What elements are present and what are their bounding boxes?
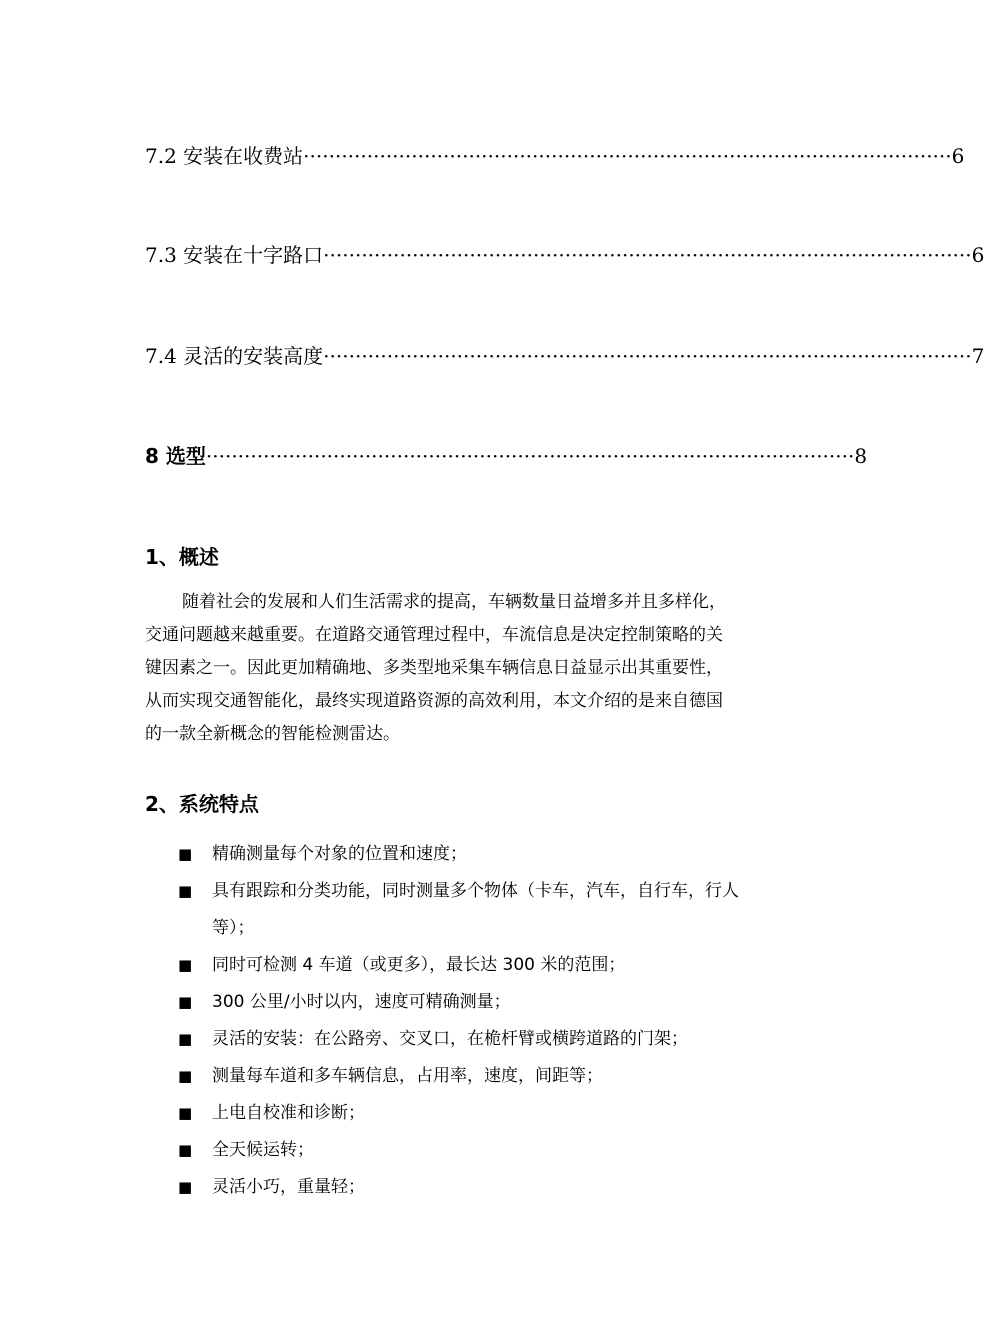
- toc-entry-label: 7.4 灵活的安装高度: [145, 344, 324, 368]
- list-item-text: 具有跟踪和分类功能，同时测量多个物体（卡车，汽车，自行车，行人: [212, 881, 739, 901]
- section-heading-overview: 1、概述: [145, 545, 219, 569]
- paragraph-line: 的一款全新概念的智能检测雷达。: [145, 724, 400, 744]
- list-item-text: 300 公里/小时以内，速度可精确测量；: [212, 992, 511, 1012]
- list-item-text: 灵活的安装：在公路旁、交叉口，在桅杆臂或横跨道路的门架；: [212, 1029, 688, 1049]
- paragraph-line: 交通问题越来越重要。在道路交通管理过程中，车流信息是决定控制策略的关: [145, 625, 723, 645]
- list-item-text: 精确测量每个对象的位置和速度；: [212, 844, 467, 864]
- list-item: [178, 984, 808, 1021]
- list-item: [178, 873, 808, 947]
- section-heading-features: 2、系统特点: [145, 792, 259, 816]
- list-item-text: 等）；: [212, 918, 255, 938]
- toc-leader-dots: ······································································································: [323, 344, 972, 368]
- bullet-square-icon: ■: [178, 993, 193, 1011]
- paragraph-line: 从而实现交通智能化，最终实现道路资源的高效利用，本文介绍的是来自德国: [145, 691, 723, 711]
- list-item: [178, 1095, 808, 1132]
- toc-leader-dots: ······································································································: [323, 243, 972, 267]
- list-item: [178, 1058, 808, 1095]
- toc-page-number: 7: [971, 344, 984, 368]
- list-item-text: 同时可检测 4 车道（或更多），最长达 300 米的范围；: [212, 955, 626, 975]
- bullet-square-icon: ■: [178, 1030, 193, 1048]
- list-item-text: 测量每车道和多车辆信息，占用率，速度，间距等；: [212, 1066, 603, 1086]
- toc-entry[interactable]: [145, 440, 868, 468]
- paragraph-line: 键因素之一。因此更加精确地、多类型地采集车辆信息日益显示出其重要性，: [145, 658, 723, 678]
- toc-page-number: 6: [951, 144, 965, 168]
- features-list: [178, 836, 808, 1206]
- toc-entry-label: 7.3 安装在十字路口: [145, 243, 324, 267]
- toc-entry-label: 8 选型: [145, 444, 206, 468]
- bullet-square-icon: ■: [178, 956, 193, 974]
- list-item-text: 上电自校准和诊断；: [212, 1103, 365, 1123]
- bullet-square-icon: ■: [178, 845, 193, 863]
- bullet-square-icon: ■: [178, 1067, 193, 1085]
- list-item: [178, 836, 808, 873]
- toc-leader-dots: ······································································································: [303, 144, 952, 168]
- bullet-square-icon: ■: [178, 1178, 193, 1196]
- list-item: [178, 947, 808, 984]
- toc-page-number: 6: [971, 243, 984, 267]
- toc-entry[interactable]: [145, 140, 965, 168]
- bullet-square-icon: ■: [178, 1104, 193, 1122]
- toc-leader-dots: ······································································································: [205, 444, 855, 468]
- toc-entry-label: 7.2 安装在收费站: [145, 144, 304, 168]
- toc-entry[interactable]: [145, 239, 984, 267]
- toc-page-number: 8: [854, 444, 868, 468]
- bullet-square-icon: ■: [178, 1141, 193, 1159]
- list-item-text: 全天候运转；: [212, 1140, 314, 1160]
- list-item: [178, 1169, 808, 1206]
- list-item: [178, 1021, 808, 1058]
- list-item-text: 灵活小巧，重量轻；: [212, 1177, 365, 1197]
- toc-entry[interactable]: [145, 340, 984, 368]
- list-item: [178, 1132, 808, 1169]
- paragraph-line: 随着社会的发展和人们生活需求的提高，车辆数量日益增多并且多样化，: [182, 592, 726, 612]
- overview-paragraph: [145, 586, 805, 751]
- bullet-square-icon: ■: [178, 882, 193, 900]
